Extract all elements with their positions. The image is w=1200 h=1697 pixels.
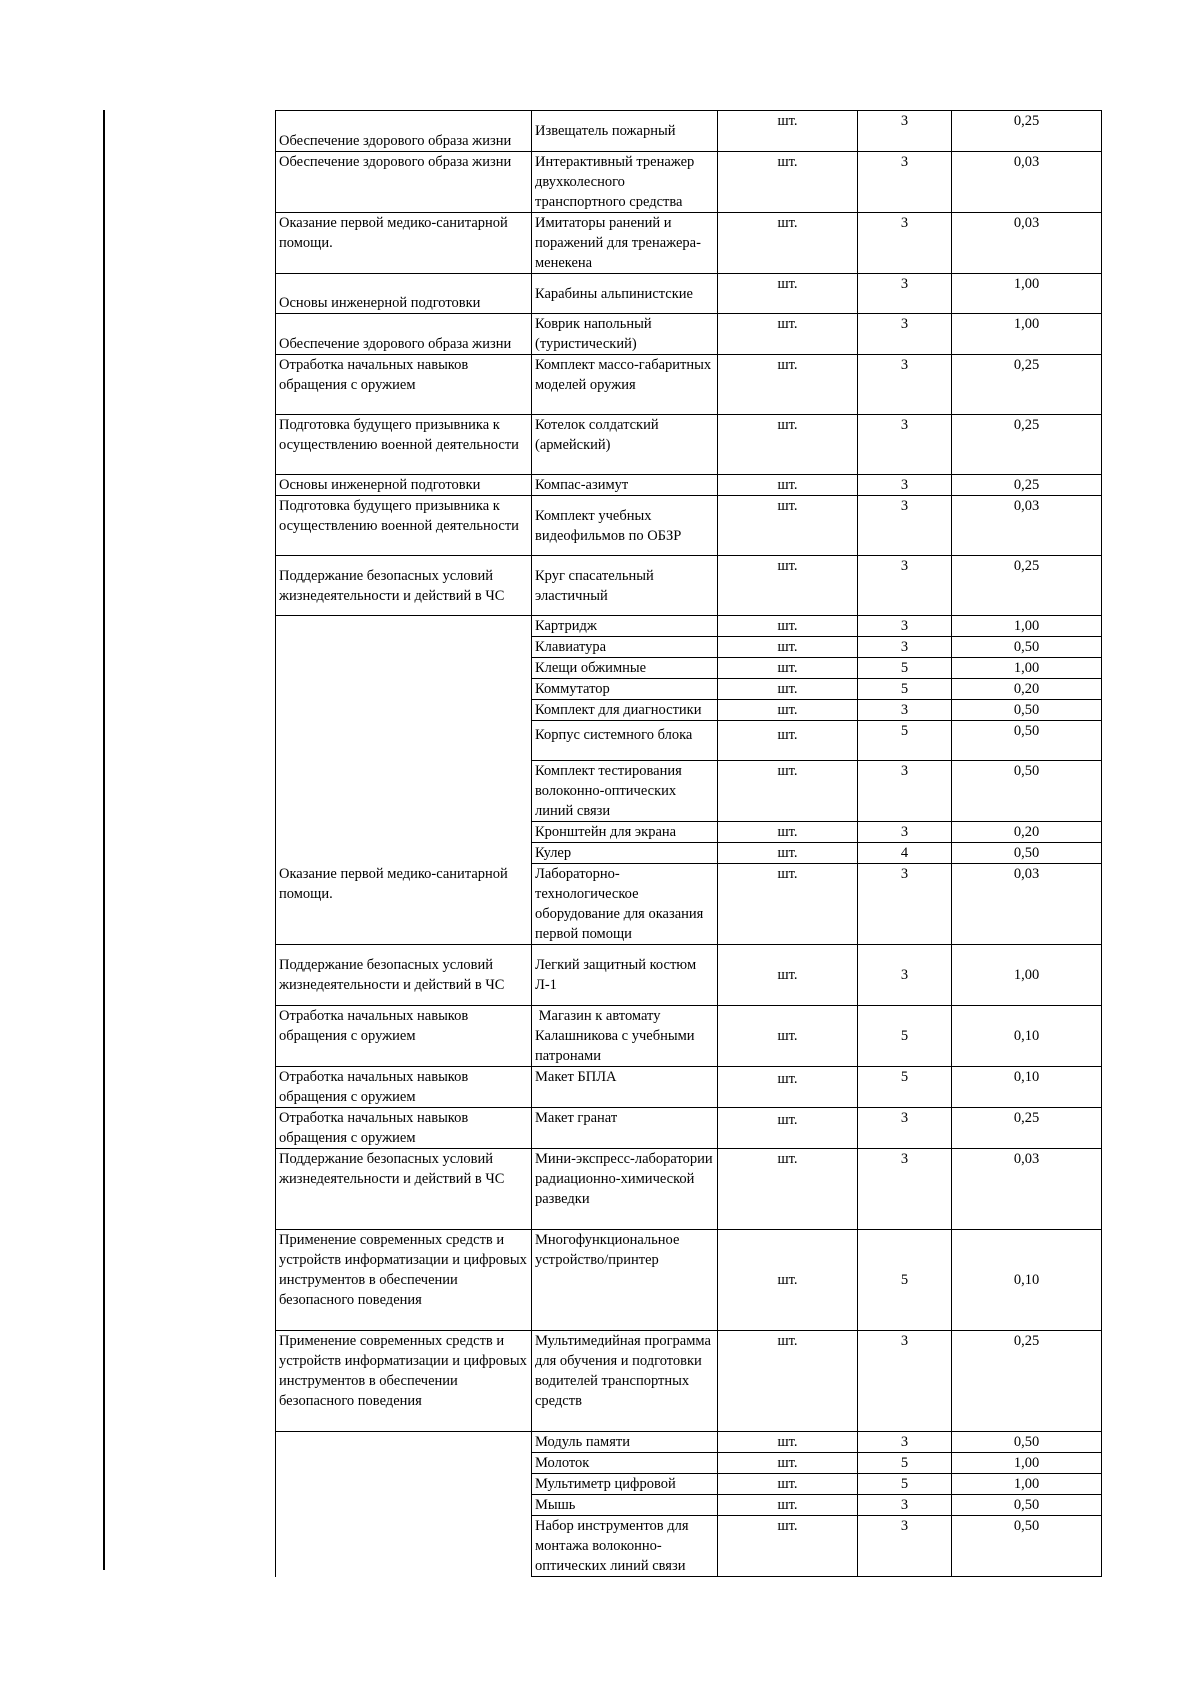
subject-cell: Обеспечение здорового образа жизни	[276, 111, 532, 152]
unit-cell: шт.	[718, 475, 858, 496]
qty-cell: 3	[858, 1516, 952, 1577]
item-cell: Легкий защитный костюм Л-1	[532, 945, 718, 1006]
qty-cell: 3	[858, 864, 952, 945]
item-cell: Интерактивный тренажер двухколесного транспортного средства	[532, 152, 718, 213]
norm-cell: 1,00	[952, 658, 1102, 679]
unit-cell: шт.	[718, 1067, 858, 1108]
unit-cell: шт.	[718, 822, 858, 843]
table-row	[276, 475, 1102, 496]
table-row	[276, 213, 1102, 274]
item-cell: Круг спасательный эластичный	[532, 556, 718, 616]
qty-cell: 3	[858, 1331, 952, 1432]
unit-cell: шт.	[718, 658, 858, 679]
norm-cell: 1,00	[952, 616, 1102, 637]
qty-cell: 5	[858, 721, 952, 761]
unit-cell: шт.	[718, 679, 858, 700]
item-cell: Коммутатор	[532, 679, 718, 700]
qty-cell: 3	[858, 496, 952, 556]
norm-cell: 0,25	[952, 415, 1102, 475]
norm-cell: 1,00	[952, 1474, 1102, 1495]
subject-cell: Обеспечение здорового образа жизни	[276, 314, 532, 355]
norm-cell: 1,00	[952, 1453, 1102, 1474]
norm-cell: 0,20	[952, 679, 1102, 700]
norm-cell: 0,25	[952, 475, 1102, 496]
unit-cell: шт.	[718, 496, 858, 556]
table-row	[276, 1331, 1102, 1432]
norm-cell: 0,25	[952, 1108, 1102, 1149]
norm-cell: 0,50	[952, 761, 1102, 822]
norm-cell: 0,50	[952, 1495, 1102, 1516]
table-row	[276, 945, 1102, 1006]
table-row	[276, 111, 1102, 152]
subject-cell: Применение современных средств и устройств информатизации и цифровых инструментов в обеспечении безопасного поведения	[276, 1230, 532, 1331]
subject-cell: Поддержание безопасных условий жизнедеятельности и действий в ЧС	[276, 1149, 532, 1230]
subject-cell: Поддержание безопасных условий жизнедеятельности и действий в ЧС	[276, 556, 532, 616]
item-cell: Компас-азимут	[532, 475, 718, 496]
qty-cell: 3	[858, 314, 952, 355]
table-row	[276, 1149, 1102, 1230]
norm-cell: 0,03	[952, 496, 1102, 556]
unit-cell: шт.	[718, 556, 858, 616]
norm-cell: 0,03	[952, 152, 1102, 213]
table-row	[276, 1067, 1102, 1108]
item-cell: Лабораторно-технологическое оборудование для оказания первой помощи	[532, 864, 718, 945]
item-cell: Многофункциональное устройство/принтер	[532, 1230, 718, 1331]
subject-cell: Отработка начальных навыков обращения с оружием	[276, 1006, 532, 1067]
qty-cell: 5	[858, 1474, 952, 1495]
unit-cell: шт.	[718, 355, 858, 415]
item-cell: Коврик напольный (туристический)	[532, 314, 718, 355]
subject-cell: Поддержание безопасных условий жизнедеятельности и действий в ЧС	[276, 945, 532, 1006]
qty-cell: 3	[858, 475, 952, 496]
qty-cell: 3	[858, 945, 952, 1006]
item-cell: Извещатель пожарный	[532, 111, 718, 152]
unit-cell: шт.	[718, 274, 858, 314]
norm-cell: 0,50	[952, 721, 1102, 761]
norm-cell: 0,25	[952, 111, 1102, 152]
qty-cell: 3	[858, 274, 952, 314]
subject-cell	[276, 1432, 532, 1577]
unit-cell: шт.	[718, 1474, 858, 1495]
table-row	[276, 355, 1102, 415]
qty-cell: 5	[858, 1230, 952, 1331]
qty-cell: 5	[858, 1067, 952, 1108]
unit-cell: шт.	[718, 415, 858, 475]
norm-cell: 0,03	[952, 864, 1102, 945]
subject-cell: Основы инженерной подготовки	[276, 475, 532, 496]
norm-cell: 0,50	[952, 637, 1102, 658]
item-cell: Мультиметр цифровой	[532, 1474, 718, 1495]
table-row	[276, 415, 1102, 475]
unit-cell: шт.	[718, 761, 858, 822]
item-cell: Мини-экспресс-лаборатории радиационно-химической разведки	[532, 1149, 718, 1230]
norm-cell: 0,50	[952, 1516, 1102, 1577]
qty-cell: 4	[858, 843, 952, 864]
qty-cell: 3	[858, 1432, 952, 1453]
item-cell: Клещи обжимные	[532, 658, 718, 679]
norm-cell: 0,50	[952, 1432, 1102, 1453]
item-cell: Комплект массо-габаритных моделей оружия	[532, 355, 718, 415]
table-row	[276, 1432, 1102, 1453]
item-cell: Набор инструментов для монтажа волоконно-оптических линий связи	[532, 1516, 718, 1577]
subject-cell: Отработка начальных навыков обращения с оружием	[276, 1108, 532, 1149]
qty-cell: 3	[858, 213, 952, 274]
unit-cell: шт.	[718, 213, 858, 274]
equipment-table	[275, 110, 1102, 1577]
item-cell: Карабины альпинистские	[532, 274, 718, 314]
norm-cell: 0,25	[952, 556, 1102, 616]
unit-cell: шт.	[718, 111, 858, 152]
norm-cell: 0,25	[952, 1331, 1102, 1432]
unit-cell: шт.	[718, 616, 858, 637]
subject-cell: Оказание первой медико-санитарной помощи.	[276, 616, 532, 945]
item-cell: Молоток	[532, 1453, 718, 1474]
qty-cell: 5	[858, 1453, 952, 1474]
table-row	[276, 274, 1102, 314]
norm-cell: 0,20	[952, 822, 1102, 843]
norm-cell: 0,10	[952, 1067, 1102, 1108]
item-cell: Клавиатура	[532, 637, 718, 658]
subject-cell: Обеспечение здорового образа жизни	[276, 152, 532, 213]
qty-cell: 3	[858, 637, 952, 658]
unit-cell: шт.	[718, 314, 858, 355]
qty-cell: 5	[858, 658, 952, 679]
subject-cell: Отработка начальных навыков обращения с оружием	[276, 355, 532, 415]
qty-cell: 3	[858, 700, 952, 721]
norm-cell: 0,03	[952, 213, 1102, 274]
norm-cell: 1,00	[952, 274, 1102, 314]
qty-cell: 3	[858, 822, 952, 843]
unit-cell: шт.	[718, 1149, 858, 1230]
table-row	[276, 1108, 1102, 1149]
qty-cell: 3	[858, 1108, 952, 1149]
table-row	[276, 556, 1102, 616]
qty-cell: 3	[858, 415, 952, 475]
unit-cell: шт.	[718, 1432, 858, 1453]
norm-cell: 0,10	[952, 1230, 1102, 1331]
norm-cell: 1,00	[952, 945, 1102, 1006]
left-margin-rule	[103, 110, 105, 1570]
item-cell: Имитаторы ранений и поражений для тренажера-менекена	[532, 213, 718, 274]
item-cell: Котелок солдатский (армейский)	[532, 415, 718, 475]
item-cell: Корпус системного блока	[532, 721, 718, 761]
unit-cell: шт.	[718, 1108, 858, 1149]
table-row	[276, 496, 1102, 556]
unit-cell: шт.	[718, 721, 858, 761]
qty-cell: 5	[858, 679, 952, 700]
subject-cell: Оказание первой медико-санитарной помощи.	[276, 213, 532, 274]
qty-cell: 3	[858, 1149, 952, 1230]
unit-cell: шт.	[718, 1516, 858, 1577]
norm-cell: 0,10	[952, 1006, 1102, 1067]
unit-cell: шт.	[718, 637, 858, 658]
item-cell: Мышь	[532, 1495, 718, 1516]
norm-cell: 0,50	[952, 843, 1102, 864]
qty-cell: 3	[858, 616, 952, 637]
item-cell: Кулер	[532, 843, 718, 864]
unit-cell: шт.	[718, 152, 858, 213]
item-cell: Мультимедийная программа для обучения и подготовки водителей транспортных средств	[532, 1331, 718, 1432]
item-cell: Макет БПЛА	[532, 1067, 718, 1108]
item-cell: Картридж	[532, 616, 718, 637]
qty-cell: 3	[858, 355, 952, 415]
qty-cell: 3	[858, 152, 952, 213]
item-cell: Комплект учебных видеофильмов по ОБЗР	[532, 496, 718, 556]
table-row	[276, 152, 1102, 213]
qty-cell: 3	[858, 111, 952, 152]
table-row	[276, 1230, 1102, 1331]
norm-cell: 0,25	[952, 355, 1102, 415]
unit-cell: шт.	[718, 1495, 858, 1516]
unit-cell: шт.	[718, 1230, 858, 1331]
qty-cell: 3	[858, 556, 952, 616]
unit-cell: шт.	[718, 1331, 858, 1432]
norm-cell: 0,50	[952, 700, 1102, 721]
item-cell: Комплект тестирования волоконно-оптических линий связи	[532, 761, 718, 822]
unit-cell: шт.	[718, 945, 858, 1006]
qty-cell: 3	[858, 1495, 952, 1516]
subject-cell: Подготовка будущего призывника к осуществлению военной деятельности	[276, 415, 532, 475]
norm-cell: 0,03	[952, 1149, 1102, 1230]
subject-cell: Применение современных средств и устройств информатизации и цифровых инструментов в обеспечении безопасного поведения	[276, 1331, 532, 1432]
norm-cell: 1,00	[952, 314, 1102, 355]
item-cell: Макет гранат	[532, 1108, 718, 1149]
unit-cell: шт.	[718, 700, 858, 721]
item-cell: Кронштейн для экрана	[532, 822, 718, 843]
table-row	[276, 314, 1102, 355]
item-cell: Модуль памяти	[532, 1432, 718, 1453]
unit-cell: шт.	[718, 1006, 858, 1067]
item-cell: Магазин к автомату Калашникова с учебными патронами	[532, 1006, 718, 1067]
table-row	[276, 616, 1102, 637]
unit-cell: шт.	[718, 1453, 858, 1474]
table-row	[276, 1006, 1102, 1067]
unit-cell: шт.	[718, 864, 858, 945]
qty-cell: 3	[858, 761, 952, 822]
qty-cell: 5	[858, 1006, 952, 1067]
subject-cell: Основы инженерной подготовки	[276, 274, 532, 314]
subject-cell: Отработка начальных навыков обращения с оружием	[276, 1067, 532, 1108]
unit-cell: шт.	[718, 843, 858, 864]
subject-cell: Подготовка будущего призывника к осуществлению военной деятельности	[276, 496, 532, 556]
item-cell: Комплект для диагностики	[532, 700, 718, 721]
